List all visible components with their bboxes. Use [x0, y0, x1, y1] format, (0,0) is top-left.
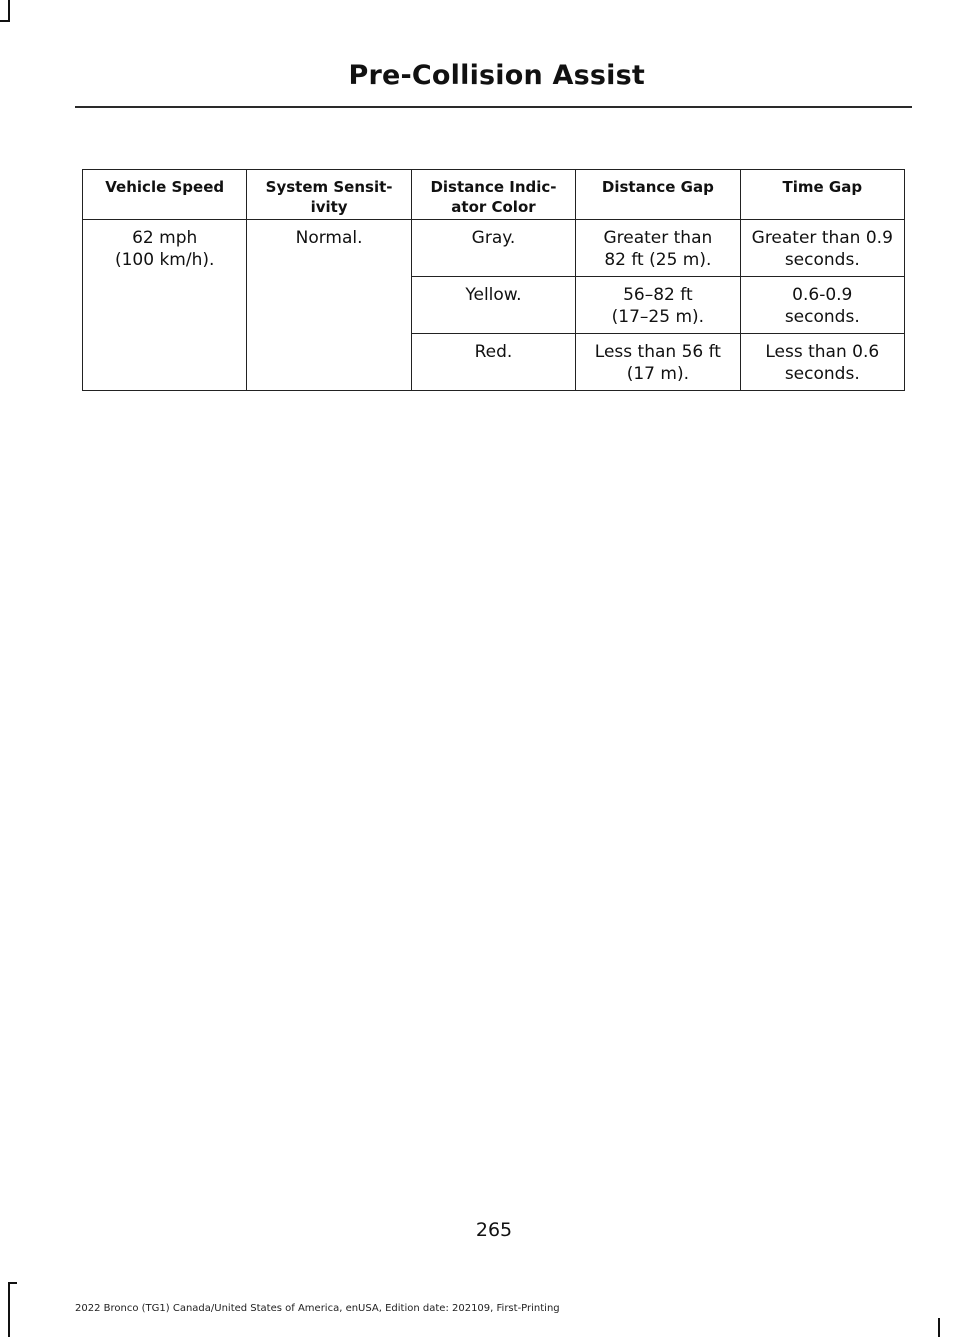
page-number: 265 [475, 1219, 513, 1241]
cell-indicator-color [411, 220, 575, 277]
crop-mark-top-left-vertical [8, 0, 10, 22]
header-vehicle-speed-line: Vehicle Speed [105, 178, 225, 196]
header-system-sensitivity [247, 170, 411, 220]
cell-distance-gap [576, 334, 740, 391]
header-vehicle-speed [83, 170, 247, 220]
header-time-gap-line: Time Gap [782, 178, 863, 196]
table-header-row [83, 170, 905, 220]
header-distance-gap-line: Distance Gap [601, 178, 714, 196]
crop-mark-top-left-horizontal [0, 20, 10, 22]
header-distance-indicator-color-line-2: ator Color [451, 198, 536, 216]
distance-gap-line-2: (17–25 m). [611, 307, 705, 327]
indicator-color-line: Yellow. [465, 285, 522, 305]
vehicle-speed-line-2: (100 km/h). [114, 250, 215, 270]
page-title: Pre-Collision Assist [348, 60, 645, 91]
time-gap-line-2: seconds. [784, 250, 860, 270]
time-gap-line-1: Greater than 0.9 [751, 228, 893, 248]
header-system-sensitivity-line-1: System Sensit- [265, 178, 393, 196]
cell-time-gap [740, 334, 904, 391]
cell-system-sensitivity [247, 220, 411, 391]
crop-mark-bottom-left-horizontal [8, 1282, 17, 1284]
indicator-color-line: Gray. [471, 228, 516, 248]
cell-distance-gap [576, 277, 740, 334]
distance-gap-line-1: Greater than [603, 228, 713, 248]
distance-gap-line-2: (17 m). [626, 364, 689, 384]
distance-gap-line-1: 56–82 ft [623, 285, 693, 305]
header-system-sensitivity-line-2: ivity [310, 198, 348, 216]
header-time-gap [740, 170, 904, 220]
cell-time-gap [740, 277, 904, 334]
cell-indicator-color [411, 334, 575, 391]
time-gap-line-2: seconds. [784, 307, 860, 327]
header-distance-gap [576, 170, 740, 220]
cell-vehicle-speed [83, 220, 247, 391]
cell-distance-gap [576, 220, 740, 277]
title-divider [75, 106, 912, 108]
crop-mark-bottom-right-vertical [938, 1318, 940, 1337]
footer-edition-text: 2022 Bronco (TG1) Canada/United States of America, enUSA, Edition date: 202109, First-Printing [75, 1303, 560, 1314]
header-distance-indicator-color-line-1: Distance Indic- [430, 178, 557, 196]
sensitivity-line-1: Normal. [295, 228, 363, 248]
crop-mark-bottom-left-vertical [8, 1282, 10, 1337]
cell-time-gap [740, 220, 904, 277]
indicator-color-line: Red. [474, 342, 513, 362]
distance-gap-line-2: 82 ft (25 m). [604, 250, 712, 270]
header-distance-indicator-color [411, 170, 575, 220]
vehicle-speed-line-1: 62 mph [132, 228, 198, 248]
time-gap-line-2: seconds. [784, 364, 860, 384]
time-gap-line-1: 0.6-0.9 [792, 285, 853, 305]
distance-gap-line-1: Less than 56 ft [594, 342, 721, 362]
time-gap-line-1: Less than 0.6 [765, 342, 880, 362]
cell-indicator-color [411, 277, 575, 334]
table-row [83, 220, 905, 277]
pre-collision-table [82, 169, 905, 391]
